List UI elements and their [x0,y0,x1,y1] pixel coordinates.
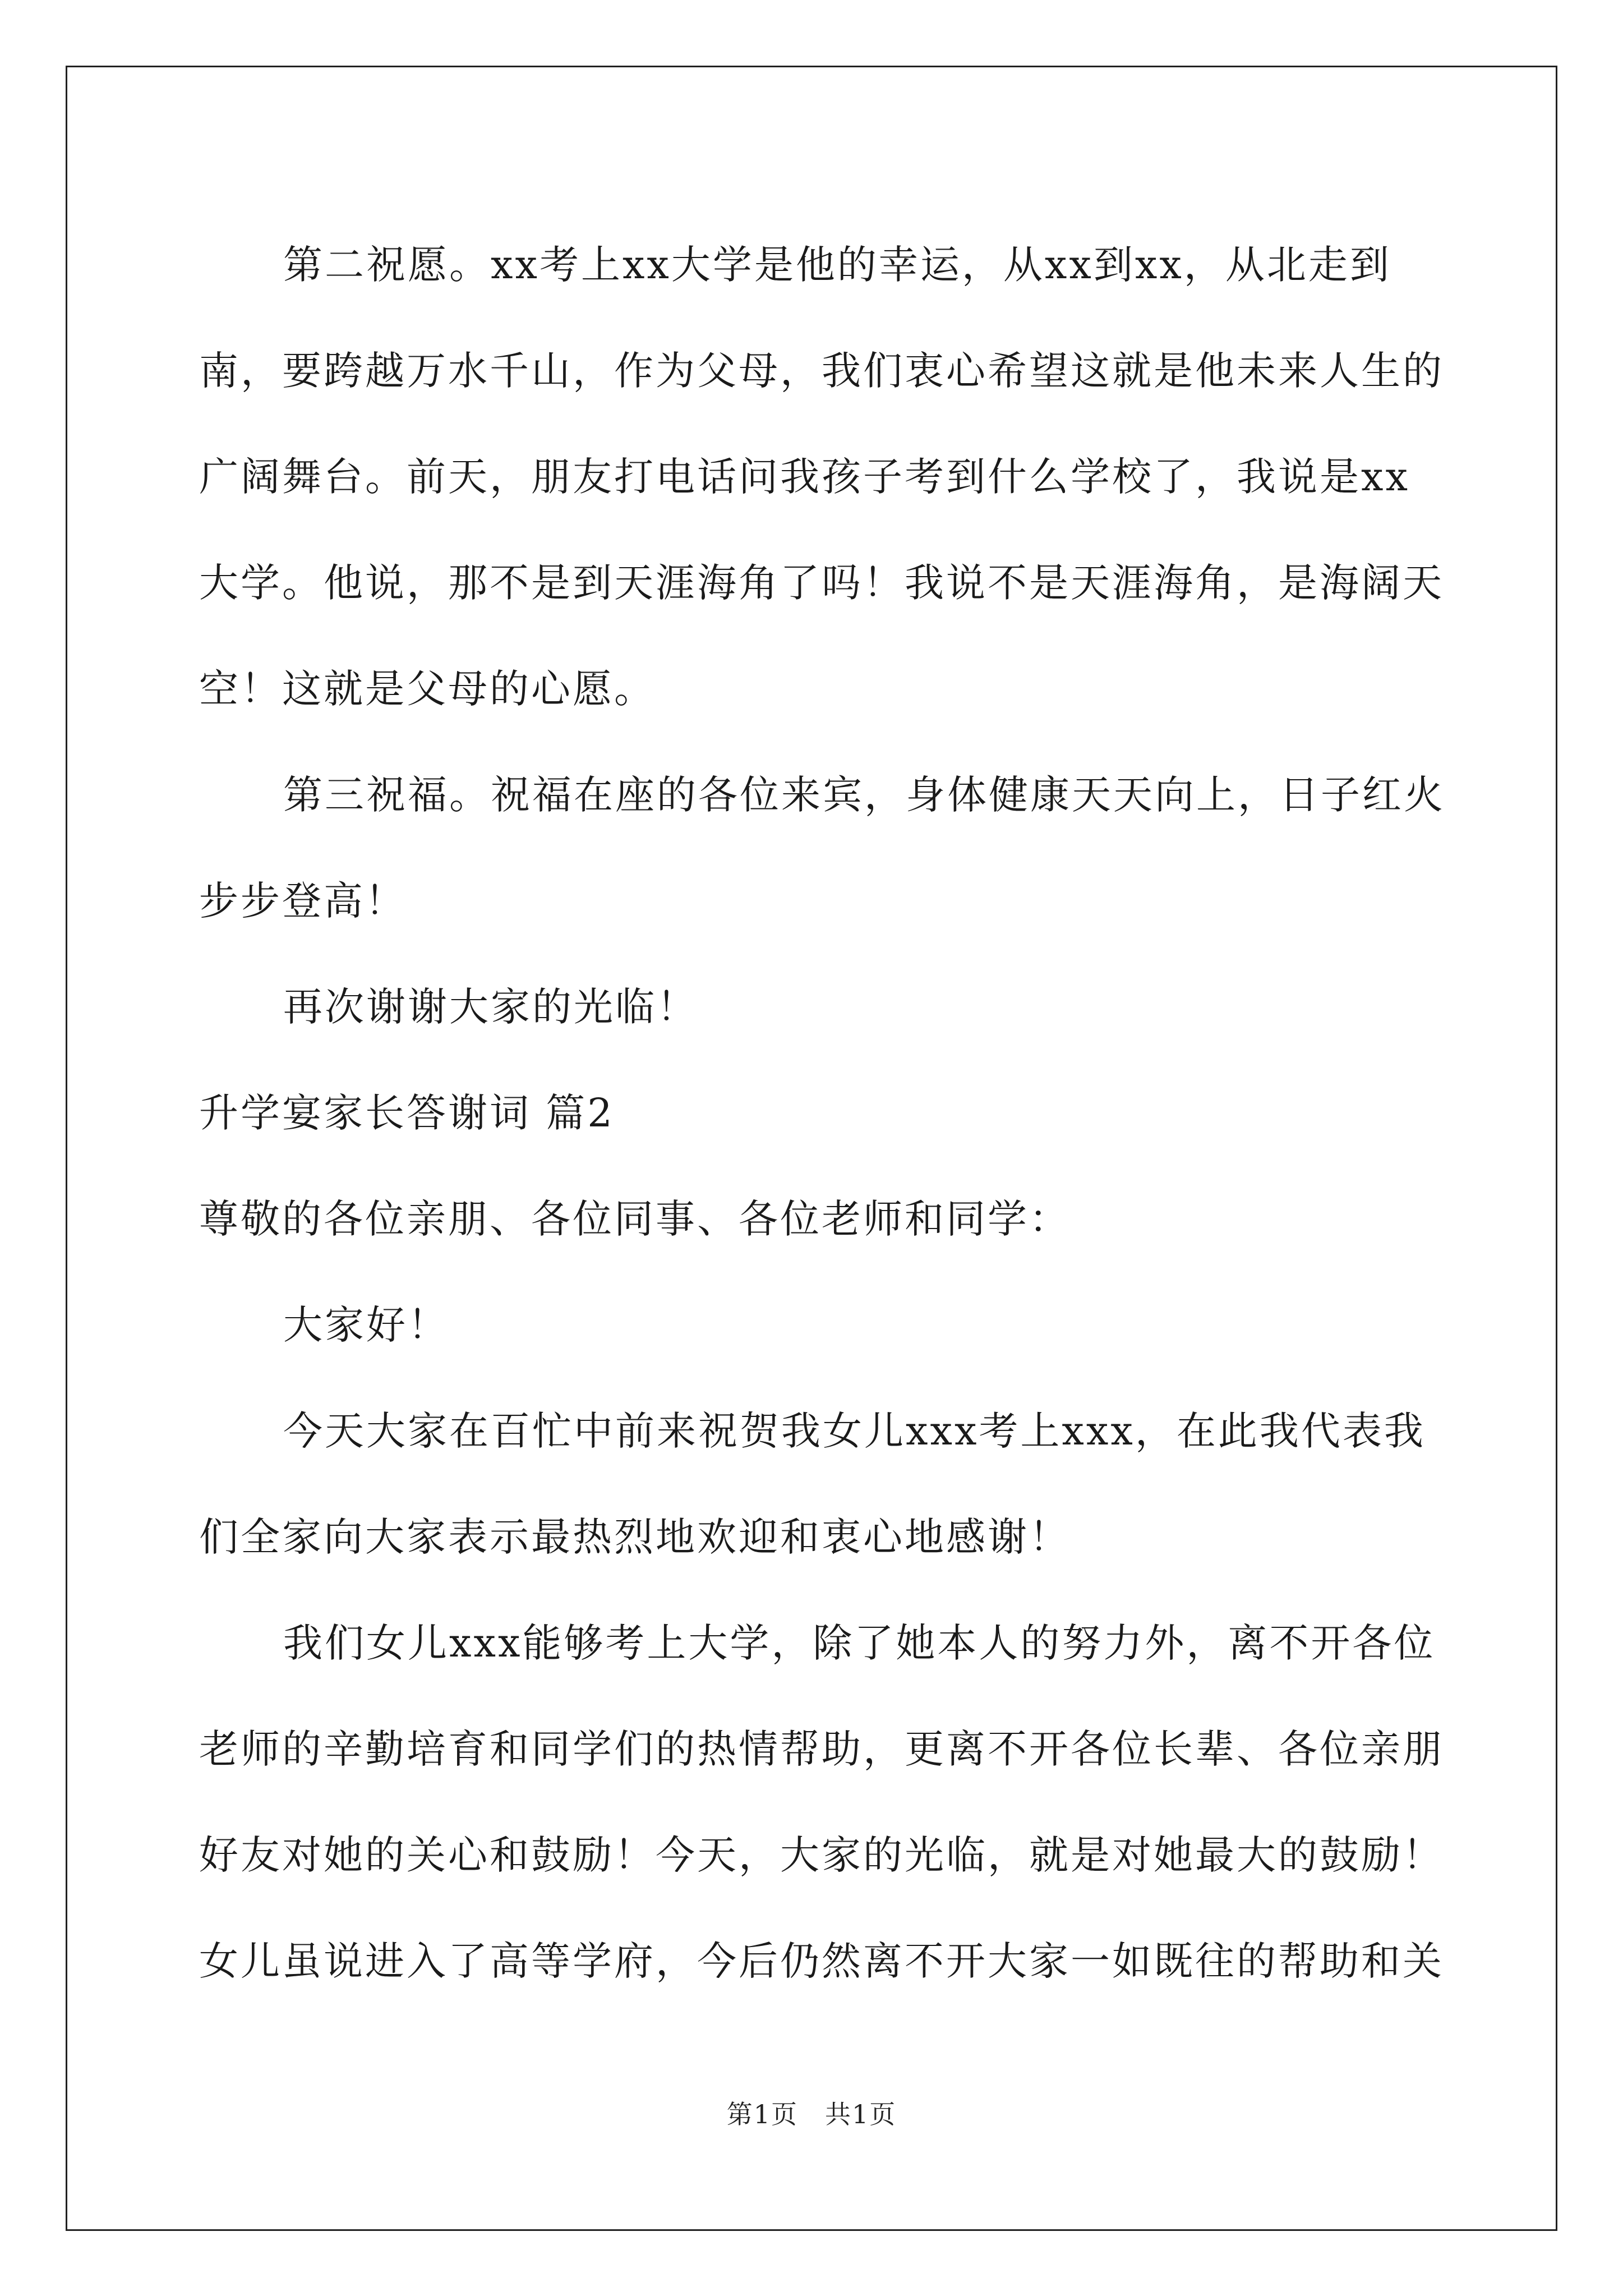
section-heading: 升学宴家长答谢词 篇2 [199,1090,615,1136]
paragraph-third-blessing: 第三祝福。祝福在座的各位来宾，身体健康天天向上，日子红火步步登高！ [199,772,1445,924]
paragraph-thanks-again: 再次谢谢大家的光临！ [283,984,698,1030]
paragraph-gratitude: 我们女儿xxx能够考上大学，除了她本人的努力外，离不开各位老师的辛勤培育和同学们的热情帮助，更离不开各位长辈、各位亲朋好友对她的关心和鼓励！今天，大家的光临，就是对她最大的鼓励！女儿虽说进入了高等学府，今后仍然离不开大家一如既往的帮助和关 [199,1620,1444,1984]
paragraph-second-wish: 第二祝愿。xx考上xx大学是他的幸运，从xx到xx，从北走到南，要跨越万水千山，作为父母，我们衷心希望这就是他未来人生的广阔舞台。前天，朋友打电话问我孩子考到什么学校了，我说是xx大学。他说，那不是到天涯海角了吗！我说不是天涯海角，是海阔天空！这就是父母的心愿。 [199,242,1444,712]
paragraph-greeting: 大家好！ [283,1302,449,1348]
document-body [199,212,1447,2014]
paragraph-welcome: 今天大家在百忙中前来祝贺我女儿xxx考上xxx，在此我代表我们全家向大家表示最热烈地欢迎和衷心地感谢！ [199,1408,1426,1560]
salutation: 尊敬的各位亲朋、各位同事、各位老师和同学： [199,1196,1071,1242]
page-footer: 第1页 共1页 [726,2099,897,2129]
